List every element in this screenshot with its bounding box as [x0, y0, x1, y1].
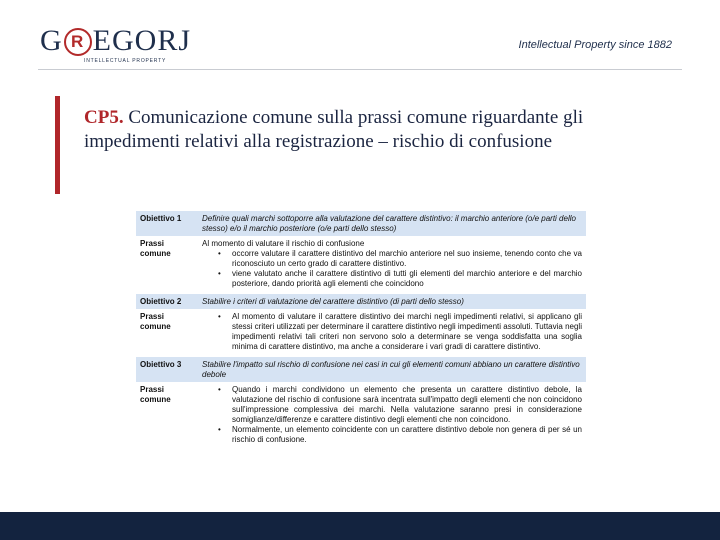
title-code: CP5.	[84, 107, 124, 128]
practice-label: Prassi comune	[140, 385, 171, 404]
list-item: • viene valutato anche il carattere distintivo di tutti gli elementi del marchio anteriore e del marchio posteriore, dando priorità agli elementi che coincidono	[232, 269, 582, 289]
practice-label: Prassi comune	[140, 239, 171, 258]
objective-label: Obiettivo 1	[140, 214, 182, 223]
practice-content	[198, 309, 586, 354]
objective-text: Stabilire i criteri di valutazione del carattere distintivo (di parti dello stesso)	[202, 297, 464, 306]
registered-mark-icon: R	[64, 28, 92, 56]
table-row-practice-1	[136, 236, 586, 291]
list-item: • Normalmente, un elemento coincidente con un carattere distintivo debole non genera di per sé un rischio di confusione.	[232, 425, 582, 445]
title-text: Comunicazione comune sulla prassi comune riguardante gli impedimenti relativi alla registrazione – rischio di confusione	[84, 107, 584, 152]
slide-title	[84, 106, 644, 154]
practice-label: Prassi comune	[140, 312, 171, 331]
practice-content	[198, 382, 586, 447]
practice-table	[136, 211, 586, 508]
practice-bullets	[202, 312, 582, 352]
practice-intro: Al momento di valutare il rischio di confusione	[202, 239, 365, 248]
table-row-practice-3	[136, 382, 586, 447]
logo-wordmark: G R EGORJ	[40, 24, 192, 57]
table-row-objective-2	[136, 294, 586, 309]
objective-label: Obiettivo 2	[140, 297, 182, 306]
header-divider	[38, 69, 682, 70]
tagline: Intellectual Property since 1882	[518, 39, 672, 51]
table-row-objective-3	[136, 357, 586, 382]
list-item: • Al momento di valutare il carattere distintivo dei marchi negli impedimenti relativi, si applicano gli stessi criteri utilizzati per determinare il carattere distintivo negli impedimenti assoluti. Tuttavia negli impedimenti relativi tali criteri non servono solo a determinare se venga soddisfatta una soglia minima di carattere distintivo, ma anche a considerare i vari gradi di carattere distintivo.	[232, 312, 582, 352]
practice-bullets	[202, 249, 582, 289]
footer-bar	[0, 512, 720, 540]
list-item: • Quando i marchi condividono un elemento che presenta un carattere distintivo debole, la valutazione del rischio di confusione sarà incentrata sull'impatto degli elementi che non coincidono sull'impressione complessiva dei marchi. Nella valutazione saranno presi in considerazione somiglianze/differenze e carattere distintivo degli elementi che non coincidono.	[232, 385, 582, 425]
list-item: • occorre valutare il carattere distintivo del marchio anteriore nel suo insieme, tenendo conto che va riconosciuto un certo grado di carattere distintivo.	[232, 249, 582, 269]
table-row-practice-2	[136, 309, 586, 354]
title-accent-bar	[55, 96, 60, 194]
practice-content	[198, 236, 586, 291]
company-logo	[40, 26, 190, 66]
logo-subtitle: INTELLECTUAL PROPERTY	[84, 58, 167, 64]
objective-label: Obiettivo 3	[140, 360, 182, 369]
practice-bullets	[202, 385, 582, 445]
table-row-objective-1	[136, 211, 586, 236]
objective-text: Stabilire l'impatto sul rischio di confusione nei casi in cui gli elementi comuni abbiano un carattere distintivo debole	[202, 360, 580, 379]
objective-text: Definire quali marchi sottoporre alla valutazione del carattere distintivo: il marchio anteriore (o/e parti dello stesso) e/o il marchio posteriore (o/e parti dello stesso)	[202, 214, 576, 233]
